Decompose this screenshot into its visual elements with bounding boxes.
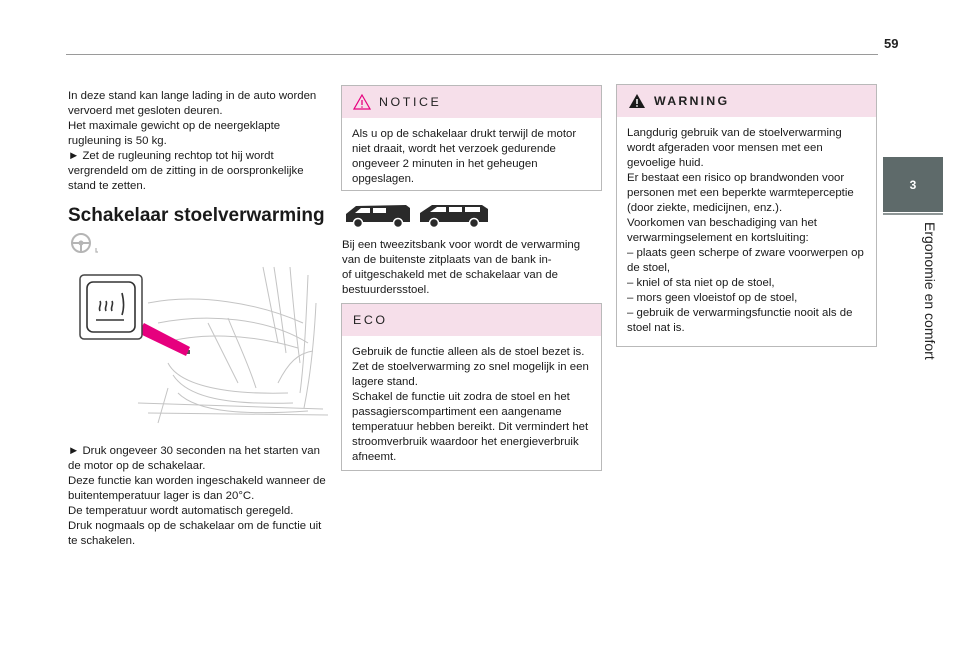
notice-title: NOTICE: [379, 95, 442, 109]
text-line: vervoerd met gesloten deuren.: [68, 105, 223, 117]
text-line: of uitgeschakeld met de schakelaar van de: [342, 269, 558, 281]
text-line: Als u op de schakelaar drukt terwijl de motor: [352, 128, 577, 140]
text-line: temperatuur hebben bereikt. Dit vermindert het: [352, 421, 589, 433]
chapter-number: 3: [909, 177, 917, 192]
eco-box: [341, 303, 602, 471]
text-line: te schakelen.: [68, 535, 136, 547]
text-line: Bij een tweezitsbank voor wordt de verwarming: [342, 239, 581, 251]
text-line: Er bestaat een risico op brandwonden voor: [627, 172, 845, 184]
text-line: Deze functie kan worden ingeschakeld wanneer de: [68, 475, 326, 487]
bench-text: [342, 238, 604, 298]
warning-triangle-icon: [353, 94, 371, 110]
text-line: Zet de stoelverwarming zo snel mogelijk in een: [352, 361, 589, 373]
page-number: 59: [884, 36, 899, 51]
text-line: personen met een beperkte warmteperceptie: [627, 187, 854, 199]
text-line: – mors geen vloeistof op de stoel,: [627, 292, 798, 304]
text-line: vergrendeld om de zitting in de oorspronkelijke: [68, 165, 304, 177]
text-line: Langdurig gebruik van de stoelverwarming: [627, 127, 842, 139]
notice-box: [341, 85, 602, 191]
van-silhouettes-icon: [342, 200, 502, 230]
warning-triangle-icon: [628, 93, 646, 109]
text-line: Druk nogmaals op de schakelaar om de functie uit: [68, 520, 322, 532]
text-line: – plaats geen scherpe of zware voorwerpen op: [627, 247, 864, 259]
text-line: (door ziekte, medicijnen, enz.).: [627, 202, 783, 214]
chapter-tab[interactable]: [883, 157, 943, 212]
notice-header: [342, 86, 601, 118]
text-line: verwarmingselement en kortsluiting:: [627, 232, 809, 244]
instructions-text: [68, 444, 330, 549]
text-line: stand te zetten.: [68, 180, 146, 192]
eco-header: [342, 304, 601, 336]
text-line: bestuurdersstoel.: [342, 284, 430, 296]
text-line: stroomverbruik waardoor het energieverbruik: [352, 436, 579, 448]
text-line: – kniel of sta niet op de stoel,: [627, 277, 775, 289]
header-rule: [66, 54, 878, 55]
text-line: Voorkomen van beschadiging van het: [627, 217, 817, 229]
text-line: stoel nat is.: [627, 322, 685, 334]
text-line: passagierscompartiment een aangename: [352, 406, 562, 418]
text-line: buitentemperatuur lager is dan 20°C.: [68, 490, 255, 502]
text-line: opgeslagen.: [352, 173, 415, 185]
text-line: – gebruik de verwarmingsfunctie nooit als de: [627, 307, 853, 319]
text-line: wordt afgeraden voor mensen met een: [627, 142, 823, 154]
text-line: gevoelige huid.: [627, 157, 704, 169]
warning-title: WARNING: [654, 94, 730, 108]
intro-text: [68, 89, 330, 194]
text-line: de motor op de schakelaar.: [68, 460, 206, 472]
text-line: ► Zet de rugleuning rechtop tot hij wordt: [68, 150, 274, 162]
text-line: Schakel de functie uit zodra de stoel en het: [352, 391, 570, 403]
chapter-title: Ergonomie en comfort: [922, 222, 938, 360]
text-line: niet draait, wordt het verzoek gedurende: [352, 143, 556, 155]
text-line: afneemt.: [352, 451, 397, 463]
chapter-tab-rule: [883, 213, 943, 215]
text-line: ongeveer 2 minuten in het geheugen: [352, 158, 538, 170]
pointer-arrow: [138, 323, 190, 356]
section-heading: Schakelaar stoelverwarming: [68, 205, 325, 226]
text-line: lagere stand.: [352, 376, 418, 388]
text-line: In deze stand kan lange lading in de auto worden: [68, 90, 317, 102]
text-line: De temperatuur wordt automatisch geregeld.: [68, 505, 294, 517]
steering-wheel-icon: [68, 232, 104, 254]
text-line: Het maximale gewicht op de neergeklapte: [68, 120, 281, 132]
text-line: ► Druk ongeveer 30 seconden na het starten van: [68, 445, 320, 457]
text-line: van de buitenste zitplaats van de bank in-: [342, 254, 552, 266]
text-line: de stoel,: [627, 262, 671, 274]
warning-header: [617, 85, 876, 117]
text-line: Gebruik de functie alleen als de stoel bezet is.: [352, 346, 585, 358]
seat-illustration: [78, 263, 332, 427]
eco-title: ECO: [353, 313, 388, 327]
warning-box: [616, 84, 877, 347]
text-line: rugleuning is 50 kg.: [68, 135, 167, 147]
